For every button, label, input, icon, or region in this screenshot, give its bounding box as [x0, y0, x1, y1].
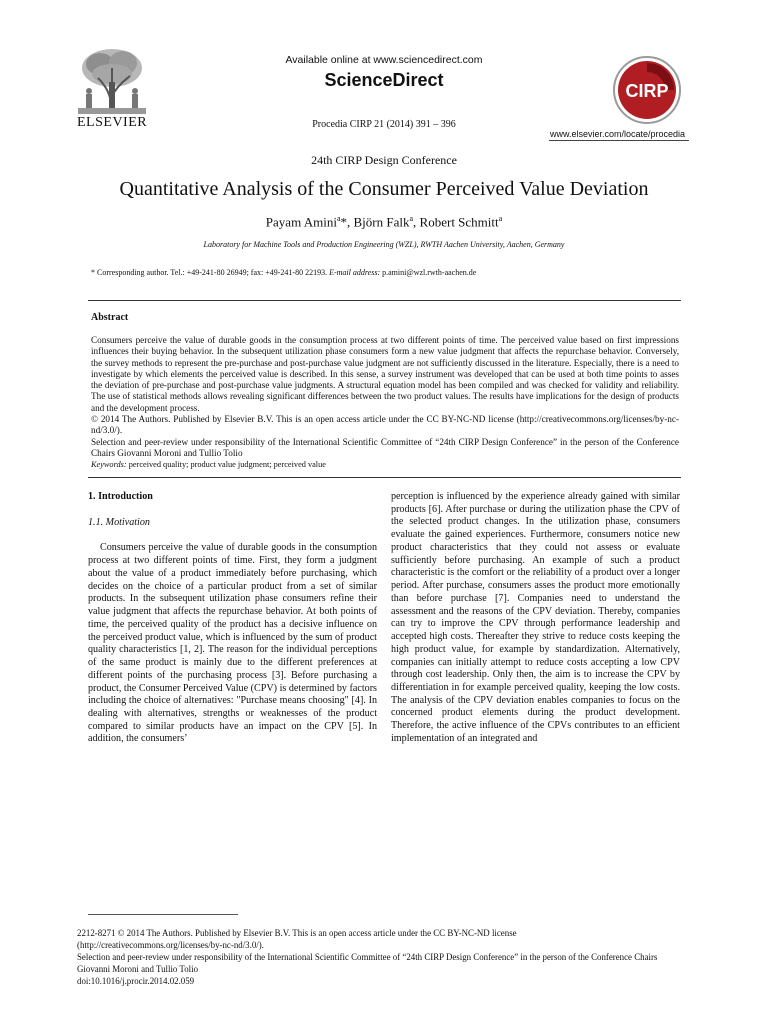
author-name: Payam Amini [265, 214, 337, 230]
journal-reference: Procedia CIRP 21 (2014) 391 – 396 [312, 119, 456, 130]
author-list: Payam Amini$^a$*, Björn Falk$^a$, Robert Schmitt$^a$ [265, 214, 503, 230]
body-paragraph: Consumers perceive the value of durable goods in the consumption process at two different points of time. First, they form a judgment about the value of a product immediately before purchasing, which decides on the choice of a particular product from a set of similar products. In the subsequent utilization phase consumers refine their value judgment that affects the repurchase behavior. At both points of time, the perceived quality of the product has a decisive influence on the perceived product value, which is influenced by the sum of product quality characteristics [1, 2]. The reason for the individual perceptions of the same product is mainly due to the different preferences at different points of the purchasing process [3]. Before purchasing a product, the Consumer Perceived Value (CPV) is determined by factors including the choice of alternatives: "Purchase means choosing" [4]. In dealing with alternatives, strengths or weaknesses of the product compared to similar products have an impact on the CPV [5]. In addition, the consumers’ [88, 542, 377, 745]
author-name: Robert Schmitt [419, 214, 499, 230]
abstract-copyright: © 2014 The Authors. Published by Elsevier B.V. This is an open access article under the CC BY-NC-ND license (http://creativecommons.org/licenses/by-nc-nd/3.0/). [91, 414, 679, 436]
corresponding-mark: * [340, 214, 347, 230]
abstract [91, 335, 679, 471]
header-divider [549, 140, 689, 141]
abstract-heading: Abstract [91, 312, 129, 323]
affiliation: Laboratory for Machine Tools and Production Engineering (WZL), RWTH Aachen University, Aachen, Germany [203, 240, 565, 249]
page-footer [77, 927, 677, 987]
cirp-logo [605, 55, 689, 125]
author-affiliation-mark: a [409, 214, 414, 223]
abstract-text: Consumers perceive the value of durable goods in the consumption process at two different points of time. The perceived value based on first impressions influences their buying behavior. In the subsequent utilization phase consumers form a new value judgment that affects the repurchase behavior. Conversely, the survey methods to represent the pre-purchase and post-purchase value judgment are not sufficiently discussed in the literature. Especially, there is a need to investigate by which elements the perceived value is described. In this sense, a survey instrument was developed that can be used at both time points to asses the deviation of pre-purchase and post-purchase value judgments. A structural equation model has been compiled and was checked for validity and reliability. The use of statistical methods allows revealing significant differences between the two product values. The results have implications for the design of products and the development process. [91, 335, 679, 413]
author-name: Björn Falk [353, 214, 410, 230]
footer-peer-review: Selection and peer-review under responsibility of the International Scientific Committee of “24th CIRP Design Conference” in the person of the Conference Chairs Giovanni Moroni and Tullio Tolio [77, 952, 658, 974]
email-label: E-mail address: [329, 268, 381, 277]
corresponding-contact: * Corresponding author. Tel.: +49-241-80 26949; fax: +49-241-80 22193. [91, 268, 330, 277]
footnote-divider [88, 914, 238, 915]
body-column-left [88, 491, 377, 746]
body-paragraph: perception is influenced by the experience already gained with similar products [6]. After purchase or during the utilization phase the CPV of the selected product changes. In the utilization phase, consumers evaluate the gained experiences. Furthermore, consumers notice new product characteristics that they could not assess or evaluate sufficiently before purchasing. An example of such a product characteristic is the comfort or the reliability of a product over a longer period. After purchase, consumers asses the product more emotionally than before purchase [7]. Companies need to understand the assessment and the reasons of the CPV deviation. Thereby, companies can try to improve the CPV through performance leadership and accepted high costs. Thereafter they strive to reduce costs keeping the high product value, for example by standardization. Alternatively, companies can initially attempt to reduce costs accepting a low CPV through cost leadership. Only then, the aim is to increase the CPV by differentiation in for example perceived quality, keeping the low costs. The analysis of the CPV deviation enables companies to focus on the concerned product elements during the product development. Therefore, the active influence of the CPVs contributes to an efficient implementation of an integrated and [391, 491, 680, 744]
section-divider [88, 477, 681, 478]
conference-name: 24th CIRP Design Conference [311, 153, 457, 167]
footer-license-link[interactable]: (http://creativecommons.org/licenses/by-nc-nd/3.0/). [77, 940, 264, 950]
keywords [91, 459, 679, 470]
section-heading: 1. Introduction [88, 491, 153, 502]
keywords-label: Keywords: [91, 460, 127, 470]
author-email[interactable]: p.amini@wzl.rwth-aachen.de [380, 268, 477, 277]
author-affiliation-mark: a [336, 214, 341, 223]
sciencedirect-logo: ScienceDirect [324, 70, 444, 90]
subsection-heading: 1.1. Motivation [88, 516, 150, 528]
elsevier-locate-url[interactable]: www.elsevier.com/locate/procedia [550, 129, 686, 139]
abstract-peer-review: Selection and peer-review under responsibility of the International Scientific Committee of “24th CIRP Design Conference” in the person of the Conference Chairs Giovanni Moroni and Tullio Tolio [91, 436, 679, 458]
corresponding-author-note [91, 268, 476, 277]
footer-doi[interactable]: doi:10.1016/j.procir.2014.02.059 [77, 976, 195, 986]
available-online-text: Available online at www.sciencedirect.com [285, 54, 483, 66]
elsevier-wordmark: ELSEVIER [77, 115, 148, 130]
paper-title: Quantitative Analysis of the Consumer Perceived Value Deviation [119, 178, 649, 200]
footer-issn: 2212-8271 © 2014 The Authors. Published by Elsevier B.V. This is an open access article under the CC BY-NC-ND license [77, 928, 517, 938]
cirp-logo-text: CIRP [625, 81, 669, 101]
body-column-right [391, 491, 680, 746]
author-affiliation-mark: a [498, 214, 503, 223]
keywords-list: perceived quality; product value judgment; perceived value [126, 460, 326, 470]
section-divider [88, 300, 681, 301]
